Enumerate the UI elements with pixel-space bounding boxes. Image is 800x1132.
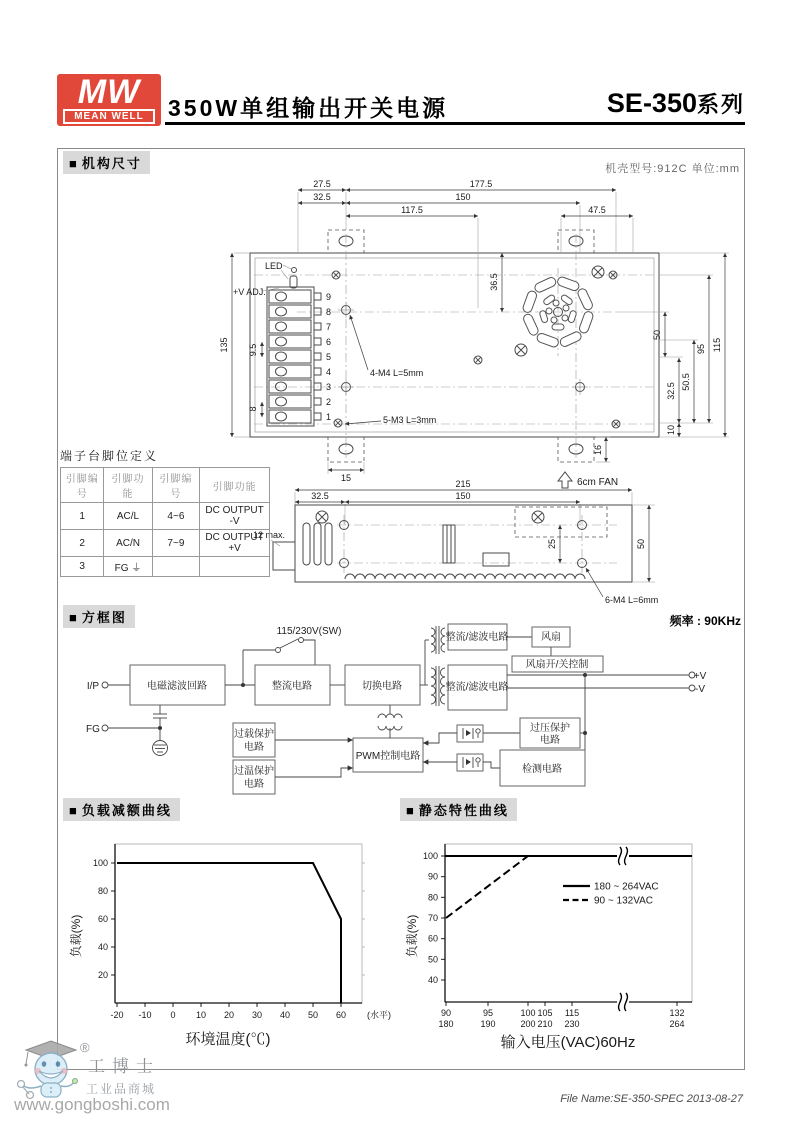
terminal-number: 4 [326, 367, 332, 377]
x-tick-label: -20 [110, 1010, 124, 1020]
pin-cell [200, 557, 270, 577]
legend-label: 90 ~ 132VAC [594, 895, 654, 907]
overload-protection-block-line2: 电路 [244, 742, 264, 753]
dim-label: 10 [666, 424, 676, 436]
terminal-number: 6 [326, 337, 332, 347]
overvoltage-protection-block-line2: 电路 [540, 735, 560, 746]
y-tick-label: 60 [97, 914, 108, 924]
y-tick-label: 70 [427, 913, 438, 924]
x-tick-label-low: 95 [482, 1008, 494, 1018]
x-tick-label: 60 [335, 1010, 347, 1020]
mean-well-logo [57, 74, 161, 126]
section-marker-icon: ■ [69, 156, 77, 171]
x-tick-label-low: 115 [564, 1008, 580, 1018]
feedback-coil-icon [378, 705, 402, 738]
fan-note: 6cm FAN [577, 477, 619, 488]
legend-label: 180 ~ 264VAC [594, 881, 659, 893]
title-underline [165, 122, 745, 125]
pin-definition [60, 447, 270, 577]
pin-cell [152, 557, 200, 577]
x-tick-label-high: 180 [438, 1019, 454, 1029]
x-tick-label-high: 190 [480, 1019, 496, 1029]
x-tick-label: 40 [279, 1010, 291, 1020]
pin-col-header: 引脚功能 [104, 468, 152, 503]
dim-label: 27.5 [313, 179, 331, 189]
dim-label: 115 [712, 337, 722, 353]
terminal-number: 3 [326, 382, 332, 392]
pin-col-header: 引脚功能 [200, 468, 270, 503]
y-tick-label: 100 [92, 858, 108, 868]
logo-meanwell-text: MEAN WELL [63, 109, 155, 124]
vent-scallops [345, 574, 585, 579]
y-tick-label: 80 [427, 892, 438, 903]
dim-label: 50 [636, 538, 646, 550]
x-tick-label-low: 105 [537, 1008, 553, 1018]
x-tick-label: 50 [307, 1010, 319, 1020]
m4-screw-note: 4-M4 L=5mm [370, 368, 424, 378]
fg-label: FG [86, 724, 100, 735]
gongboshi-sub-brand: 工业品商城 [86, 1082, 157, 1096]
v-adj-label: +V ADJ. [233, 287, 266, 297]
pin-cell: FG ⏚ [104, 557, 152, 577]
y-tick-label: 40 [427, 975, 438, 986]
dim-label: 47.5 [588, 205, 606, 215]
series-title [607, 88, 745, 119]
x-tick-label-high: 210 [537, 1019, 553, 1029]
voltage-switch-label: 115/230V(SW) [276, 626, 342, 637]
m4-side-note: 6-M4 L=6mm [605, 595, 659, 605]
page-title: 350W单组输出开关电源 [168, 95, 449, 121]
case-model-note: 机壳型号:912C 单位:mm [605, 163, 740, 175]
terminal-block [267, 287, 331, 426]
terminal-number: 8 [326, 307, 332, 317]
m3-screw-note: 5-M3 L=3mm [383, 415, 437, 425]
gongboshi-mascot-icon [14, 1036, 88, 1098]
dim-label: 32.5 [666, 382, 676, 400]
pin-cell: 4~6 [152, 503, 200, 530]
terminal-number: 2 [326, 397, 332, 407]
dim-label: 32.5 [313, 192, 331, 202]
transformer-icon [431, 666, 445, 706]
overtemp-protection-block: 过温保护 [234, 766, 274, 777]
x-tick-label-low: 90 [440, 1008, 452, 1018]
x-axis-title: 环境温度(℃) [185, 1031, 271, 1048]
dim-label: 25 [547, 538, 557, 550]
fan-control-block: 风扇开/关控制 [525, 659, 589, 671]
x-tick-label: -10 [138, 1010, 152, 1020]
input-label: I/P [86, 681, 100, 692]
y-tick-label: 100 [422, 851, 438, 861]
dim-label: 15 [340, 473, 352, 483]
section-static-curve [400, 798, 517, 821]
y-tick-label: 50 [427, 954, 438, 965]
table-row [61, 557, 270, 577]
side-view [253, 479, 658, 605]
optocoupler-icon [457, 754, 483, 771]
dim-label: 32.5 [311, 491, 329, 501]
y-axis-title: 负载(%) [405, 914, 419, 958]
terminal-numbers [326, 292, 331, 422]
x-tick-label-high: 230 [564, 1019, 580, 1029]
dim-label: 150 [455, 192, 471, 202]
switching-block: 切换电路 [362, 681, 402, 692]
y-tick-label: 40 [97, 942, 108, 952]
section-derating-title: 负载减额曲线 [81, 803, 172, 818]
section-mechanical-title: 机构尺寸 [81, 156, 142, 171]
table-row [61, 503, 270, 530]
dim-label: 50 [652, 329, 662, 341]
dim-label: 36.5 [489, 273, 499, 291]
static-characteristic-chart [400, 838, 745, 1068]
pin-cell: DC OUTPUT -V [200, 503, 270, 530]
gongboshi-url: www.gongboshi.com [14, 1095, 170, 1114]
dim-label: 215 [455, 479, 471, 489]
pin-col-header: 引脚编号 [152, 468, 200, 503]
section-marker-icon: ■ [69, 610, 77, 625]
dim-label: 50.5 [681, 373, 691, 391]
x-tick-label-low: 132 [669, 1008, 685, 1018]
dim-label: 177.5 [469, 179, 493, 189]
earth-ground-icon [153, 741, 168, 756]
section-marker-icon: ■ [406, 803, 414, 818]
logo-mw-text: MW [77, 73, 141, 111]
output-negative-label: -V [695, 684, 705, 695]
pin-cell: 3 [61, 557, 104, 577]
dim-label: 150 [455, 491, 471, 501]
series-suffix: 系列 [696, 92, 745, 117]
dim-label: 9.5 [248, 343, 258, 357]
gongboshi-brand: 工博士 [88, 1057, 160, 1076]
protrusion-note: 12 max. [253, 530, 286, 540]
table-row [61, 530, 270, 557]
emi-filter-block: 电磁滤波回路 [147, 681, 207, 692]
registered-mark: ® [80, 1040, 90, 1055]
main-rectifier-filter-block: 整流/滤波电路 [445, 682, 509, 693]
led-label: LED [265, 261, 283, 271]
dim-label: 8 [248, 406, 258, 412]
y-tick-label: 60 [427, 933, 438, 944]
overload-protection-block: 过载保护 [234, 729, 274, 740]
y-tick-label: 20 [97, 970, 108, 980]
section-static-title: 静态特性曲线 [418, 803, 509, 818]
terminal-number: 9 [326, 292, 332, 302]
x-tick-label: 10 [195, 1010, 207, 1020]
top-view [219, 179, 729, 488]
optocoupler-icon [457, 725, 483, 742]
pin-cell: 7~9 [152, 530, 200, 557]
y-axis-title: 负载(%) [69, 914, 83, 958]
dim-label: 95 [696, 343, 706, 355]
x-tick-label-low: 100 [520, 1008, 536, 1018]
x-tick-label-high: 200 [520, 1019, 536, 1029]
overtemp-protection-block-line2: 电路 [244, 779, 264, 790]
file-name-note: File Name:SE-350-SPEC 2013-08-27 [560, 1093, 743, 1105]
x-tick-label: 20 [223, 1010, 235, 1020]
x-tick-label: 30 [251, 1010, 263, 1020]
section-derating-curve [63, 798, 180, 821]
y-tick-label: 80 [97, 886, 108, 896]
dim-label: 135 [219, 337, 229, 353]
terminal-cells [269, 290, 321, 423]
series-model: SE-350 [606, 88, 697, 118]
x-axis-title: 输入电压(VAC)60Hz [500, 1034, 636, 1051]
detection-block: 检测电路 [522, 764, 562, 775]
fan-rectifier-filter-block: 整流/滤波电路 [445, 632, 509, 643]
pin-table-title: 端子台脚位定义 [60, 449, 159, 463]
fan-block: 风扇 [541, 632, 561, 643]
plot-border [115, 844, 362, 1003]
derating-chart [60, 838, 395, 1068]
frequency-note: 频率 : 90KHz [669, 614, 741, 628]
fan-direction-arrow-icon [558, 472, 572, 488]
terminal-number: 1 [326, 412, 332, 422]
x-tick-label-high: 264 [669, 1019, 685, 1029]
pin-cell: 2 [61, 530, 104, 557]
terminal-number: 5 [326, 352, 332, 362]
pin-col-header: 引脚编号 [61, 468, 104, 503]
section-marker-icon: ■ [69, 803, 77, 818]
pin-cell: AC/N [104, 530, 152, 557]
terminal-number: 7 [326, 322, 332, 332]
rectifier-block: 整流电路 [272, 681, 312, 692]
derating-curve-line [117, 863, 341, 1003]
x-axis-suffix: (水平) [367, 1010, 391, 1020]
dim-label: 16 [593, 444, 603, 456]
series-line [446, 856, 528, 918]
output-positive-label: +V [693, 671, 707, 682]
pwm-control-block: PWM控制电路 [355, 751, 421, 762]
plot-border [445, 844, 692, 1002]
pin-cell: 1 [61, 503, 104, 530]
y-tick-label: 90 [427, 871, 438, 882]
overvoltage-protection-block: 过压保护 [530, 723, 570, 734]
pin-cell: AC/L [104, 503, 152, 530]
block-diagram [57, 610, 745, 802]
dim-label: 117.5 [401, 205, 423, 215]
pin-cell: DC OUTPUT +V [200, 530, 270, 557]
x-tick-label: 0 [170, 1010, 176, 1020]
section-block-title: 方框图 [81, 610, 127, 625]
pin-table [60, 467, 270, 577]
